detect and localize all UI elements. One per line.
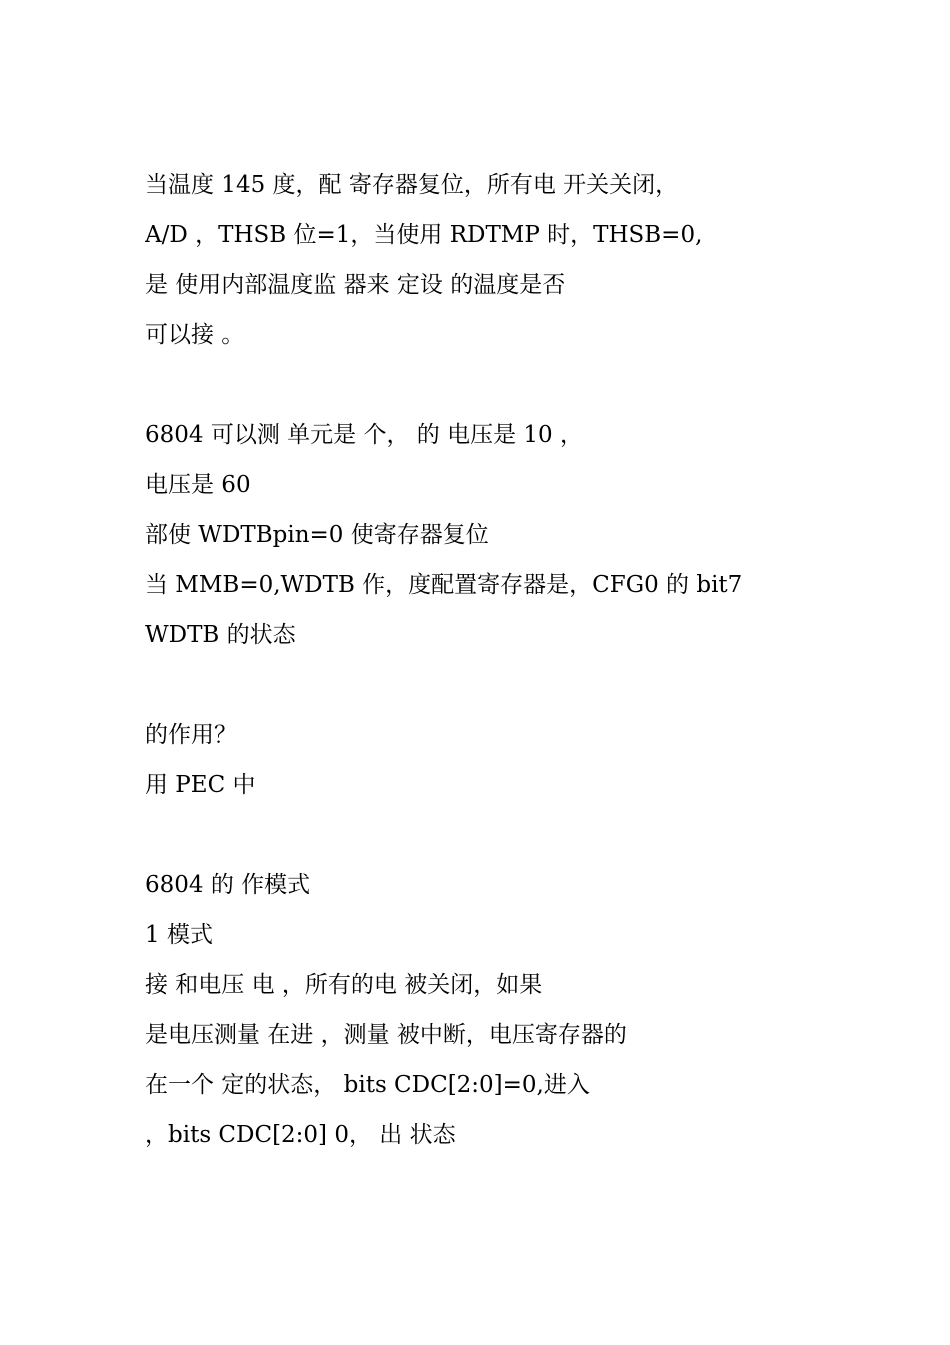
text-line: ，bits CDC[2:0] 0， 出 状态 [145, 1122, 456, 1148]
text-line: 接 和电压 电 ，所有的电 被关闭，如果 [145, 972, 543, 998]
text-line: 是 使用内部温度监 器来 定设 的温度是否 [145, 272, 566, 298]
text-line: 6804 可以测 单元是 个， 的 电压是 10 ， [145, 422, 583, 448]
text-line: 是电压测量 在进 ，测量 被中断，电压寄存器的 [145, 1022, 627, 1048]
blank-line [145, 360, 815, 410]
text-line: 的作用？ [145, 722, 237, 748]
text-line: 电压是 60 [145, 472, 251, 498]
blank-line [145, 660, 815, 710]
text-line: 当 MMB=0,WDTB 作，度配置寄存器是，CFG0 的 bit7 [145, 572, 743, 598]
text-line: 在一个 定的状态， bits CDC[2:0]=0,进入 [145, 1072, 590, 1098]
text-line: 用 PEC 中 [145, 772, 256, 798]
document-body [145, 160, 815, 1160]
text-line: 部使 WDTBpin=0 使寄存器复位 [145, 522, 489, 548]
blank-line [145, 810, 815, 860]
text-line: A/D ，THSB 位=1，当使用 RDTMP 时，THSB=0, [145, 222, 703, 248]
text-line: WDTB 的状态 [145, 622, 296, 648]
text-line: 1 模式 [145, 922, 213, 948]
text-line: 当温度 145 度，配 寄存器复位，所有电 开关关闭， [145, 172, 679, 198]
text-line: 可以接 。 [145, 322, 245, 348]
text-line: 6804 的 作模式 [145, 872, 311, 898]
